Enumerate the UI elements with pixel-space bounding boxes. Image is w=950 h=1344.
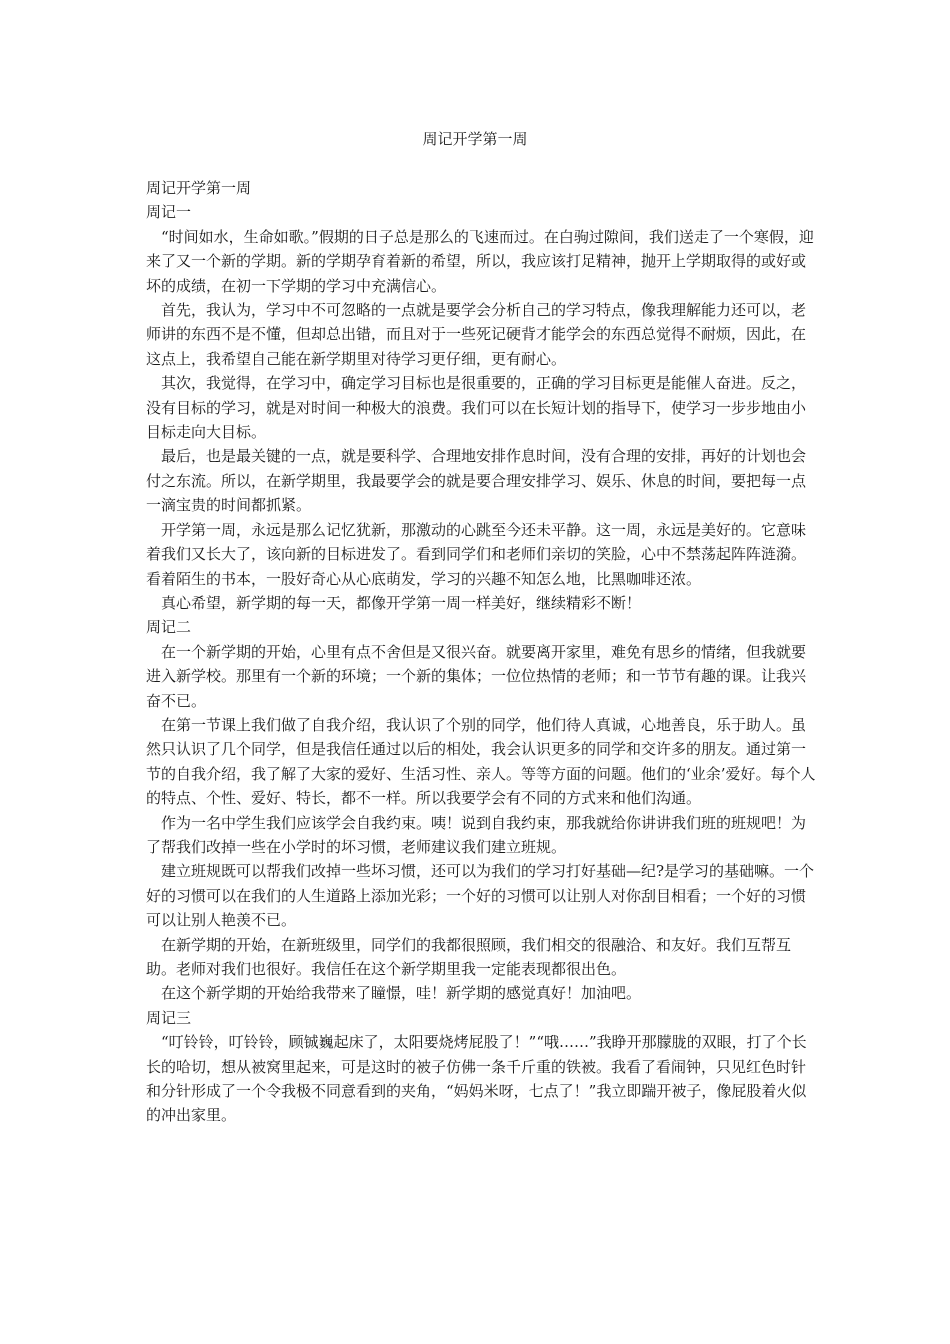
paragraph: “时间如水，生命如歌。”假期的日子总是那么的飞速而过。在白驹过隙间，我们送走了一个寒假，迎来了又一个新的学期。新的学期孕育着新的希望，所以，我应该打足精神，抛开上学期取得的或好或坏的成绩，在初一下学期的学习中充满信心。 bbox=[146, 227, 814, 295]
paragraph: 在新学期的开始，在新班级里，同学们的我都很照顾，我们相交的很融洽、和友好。我们互帮互助。老师对我们也很好。我信任在这个新学期里我一定能表现都很出色。 bbox=[146, 935, 792, 978]
paragraph: 真心希望，新学期的每一天，都像开学第一周一样美好，继续精彩不断！ bbox=[161, 593, 642, 612]
paragraph: “叮铃铃，叮铃铃，顾铖巍起床了，太阳要烧烤屁股了！”“哦……”我睁开那朦胧的双眼，打了个长长的哈切，想从被窝里起来，可是这时的被子仿佛一条千斤重的铁被。我看了看闹钟，只见红色时针和分针形成了一个令我极不同意看到的夹角，“妈妈米呀，七点了！”我立即踹开被子，像屁股着火似的冲出家里。 bbox=[146, 1033, 807, 1125]
paragraph: 最后，也是最关键的一点，就是要科学、合理地安排作息时间，没有合理的安排，再好的计划也会付之东流。所以，在新学期里，我最要学会的就是要合理安排学习、娱乐、休息的时间，要把每一点一滴宝贵的时间都抓紧。 bbox=[146, 447, 807, 515]
section-heading: 周记一 bbox=[146, 203, 192, 222]
document-body bbox=[146, 176, 816, 1128]
paragraph: 首先，我认为，学习中不可忽略的一点就是要学会分析自己的学习特点，像我理解能力还可以，老师讲的东西不是不懂，但却总出错，而且对于一些死记硬背才能学会的东西总觉得不耐烦，因此，在这点上，我希望自己能在新学期里对待学习更仔细，更有耐心。 bbox=[146, 301, 807, 368]
paragraph: 其次，我觉得，在学习中，确定学习目标也是很重要的，正确的学习目标更是能催人奋进。反之，没有目标的学习，就是对时间一种极大的浪费。我们可以在长短计划的指导下，使学习一步步地由小目标走向大目标。 bbox=[146, 374, 807, 442]
paragraph: 作为一名中学生我们应该学会自我约束。咦！说到自我约束，那我就给你讲讲我们班的班规吧！为了帮我们改掉一些在小学时的坏习惯，老师建议我们建立班规。 bbox=[146, 813, 807, 856]
document-subtitle: 周记开学第一周 bbox=[146, 179, 252, 197]
section-heading: 周记二 bbox=[146, 618, 192, 637]
paragraph: 在一个新学期的开始，心里有点不舍但是又很兴奋。就要离开家里，难免有思乡的情绪，但我就要进入新学校。那里有一个新的环境；一个新的集体；一位位热情的老师；和一节节有趣的课。让我兴奋不已。 bbox=[146, 642, 807, 710]
paragraph: 在这个新学期的开始给我带来了瞳憬，哇！新学期的感觉真好！加油吧。 bbox=[161, 984, 642, 1003]
paragraph: 在第一节课上我们做了自我介绍，我认识了个别的同学，他们待人真诚，心地善良，乐于助人。虽然只认识了几个同学，但是我信任通过以后的相处，我会认识更多的同学和交许多的朋友。通过第一节的自我介绍，我了解了大家的爱好、生活习性、亲人。等等方面的问题。他们的‘业余’爱好。每个人的特点、个性、爱好、特长，都不一样。所以我要学会有不同的方式来和他们沟通。 bbox=[146, 715, 816, 808]
paragraph: 开学第一周，永远是那么记忆犹新，那激动的心跳至今还未平静。这一周，永远是美好的。它意味着我们又长大了，该向新的目标进发了。看到同学们和老师们亲切的笑脸，心中不禁荡起阵阵涟漪。看着陌生的书本，一股好奇心从心底萌发，学习的兴趣不知怎么地，比黑咖啡还浓。 bbox=[146, 520, 807, 588]
paragraph: 建立班规既可以帮我们改掉一些坏习惯，还可以为我们的学习打好基础—纪?是学习的基础嘛。一个好的习惯可以在我们的人生道路上添加光彩；一个好的习惯可以让别人对你刮目相看；一个好的习惯可以让别人艳羡不已。 bbox=[146, 862, 815, 930]
document-title: 周记开学第一周 bbox=[422, 130, 528, 148]
section-heading: 周记三 bbox=[146, 1008, 192, 1027]
